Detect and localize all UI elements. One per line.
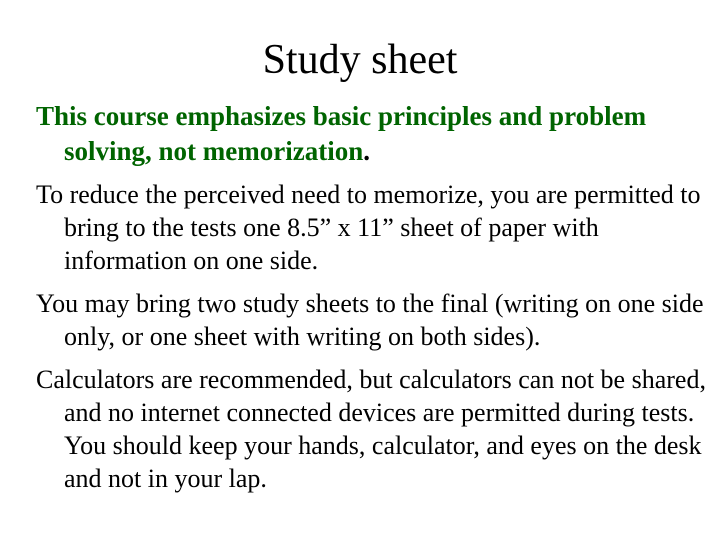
lead-statement-period: .	[363, 136, 370, 166]
lead-statement	[36, 99, 720, 169]
paragraph-calculator-policy: Calculators are recommended, but calculators can not be shared, and no internet connected devices are permitted during tests. You should keep your hands, calculator, and eyes on the desk and not in your lap.	[36, 365, 706, 493]
paragraph-study-sheet-allowance: To reduce the perceived need to memorize, you are permitted to bring to the tests one 8.5” x 11” sheet of paper with information on one side.	[36, 180, 701, 275]
slide-title: Study sheet	[262, 37, 458, 83]
paragraph-final-exam-sheets: You may bring two study sheets to the final (writing on one side only, or one sheet with writing on both sides).	[36, 289, 704, 351]
lead-statement-text: This course emphasizes basic principles and problem solving, not memorization	[36, 101, 647, 166]
